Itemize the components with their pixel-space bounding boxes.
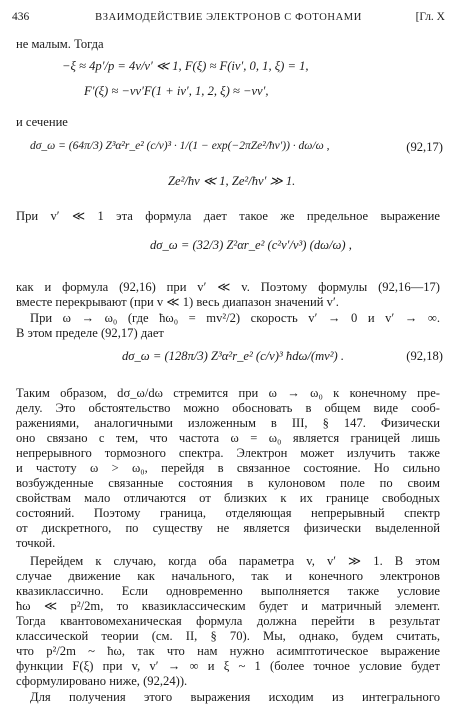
equation-text: −ξ ≈ 4p′/p = 4v/v′ ≪ 1, F(ξ) ≈ F(iv′, 0, 1, ξ) = 1, (62, 59, 309, 73)
page-header (12, 11, 445, 27)
equation-text: dσ_ω = (128π/3) Z³α²r_e² (c/v)³ ħdω/(mv²) . (122, 349, 345, 363)
text-line: и сечение (16, 115, 68, 129)
text-line: случае движение как начального, так и конечного электронов (16, 569, 440, 583)
text-line: как и формула (92,16) при v′ ≪ v. Поэтому формулы (92,16—17) (16, 280, 440, 294)
text-line: от дискретного, по существу не является физически выделенной (16, 521, 440, 535)
text-line: возбужденные связанные состояния в кулоновом поле по своим (16, 476, 440, 490)
equation-line (62, 58, 309, 74)
text-line: Для получения этого выражения исходим из интегрального (30, 690, 440, 704)
equation-line (84, 84, 269, 99)
running-title: ВЗАИМОДЕЙСТВИЕ ЭЛЕКТРОНОВ С ФОТОНАМИ (95, 12, 362, 23)
text-line: не малым. Тогда (16, 37, 104, 51)
equation-number: (92,18) (406, 349, 443, 363)
text-line: При ω → ω₀ (где ħω₀ = mv²/2) скорость v′ → 0 и v′ → ∞. (30, 311, 440, 325)
equation-text: dσ_ω = (32/3) Z²αr_e² (c²v′/v³) (dω/ω) , (150, 238, 352, 252)
equation-line (122, 349, 344, 364)
page-number: 436 (12, 11, 30, 23)
text-line: делу. Это обстоятельство можно обосновать в общем виде сооб- (16, 401, 440, 415)
text-line: классической теории (см. II, § 70). Мы, однако, будем считать, (16, 629, 440, 643)
chapter-label: [Гл. X (415, 11, 445, 23)
text-line: Таким образом, dσ_ω/dω стремится при ω → ω₀ к конечному пре- (16, 386, 440, 400)
equation-text: Ze²/ħv ≪ 1, Ze²/ħv′ ≫ 1. (168, 174, 296, 188)
equation-line (150, 238, 352, 253)
text-line: свойствам мало отличаются от близких к их границе свободных (16, 491, 440, 505)
text-line: ражениями, аналогичными изложенным в III, § 147. Физически (16, 416, 440, 430)
equation-text: dσ_ω = (64π/3) Z³α²r_e² (c/v)³ · 1/(1 − exp(−2πZe²/ħv′)) · dω/ω , (30, 140, 330, 152)
text-line: что p²/2m ~ ħω, так что нам нужно асимптотическое выражение (16, 644, 440, 658)
text-line: непрерывного тормозного спектра. Электрон может излучить также (16, 446, 440, 460)
text-line: ħω ≪ p²/2m, то квазиклассическим будет и матричный элемент. (16, 599, 440, 613)
text-line: точкой. (16, 536, 56, 550)
text-line: сформулировано ниже, (92,24)). (16, 674, 188, 688)
text-line: Перейдем к случаю, когда оба параметра v, v′ ≫ 1. В этом (30, 554, 440, 568)
text-line: вместе перекрывают (при v ≪ 1) весь диапазон значений v′. (16, 295, 339, 309)
equation-line (168, 173, 295, 189)
equation-line (30, 140, 329, 152)
text-line: При v′ ≪ 1 эта формула дает такое же предельное выражение (16, 209, 440, 223)
text-line: и частоту ω > ω₀, перейдя в связанное состояние. Но сильно (16, 461, 440, 475)
text-line: оно связано с тем, что частота ω = ω₀ является границей лишь (16, 431, 440, 445)
text-line: Тогда квантовомеханическая формула должна перейти в результат (16, 614, 440, 628)
text-line: В этом пределе (92,17) дает (16, 326, 164, 340)
text-line: состояний. Поэтому граница, отделяющая непрерывный спектр (16, 506, 440, 520)
text-line: квазиклассично. Если одновременно выполняется также условие (16, 584, 440, 598)
equation-number: (92,17) (406, 140, 443, 154)
equation-text: F′(ξ) ≈ −vv′F(1 + iv′, 1, 2, ξ) ≈ −vv′, (84, 84, 269, 98)
text-line: функции F(ξ) при v, v′ → ∞ и ξ ~ 1 (более точное условие будет (16, 659, 440, 673)
